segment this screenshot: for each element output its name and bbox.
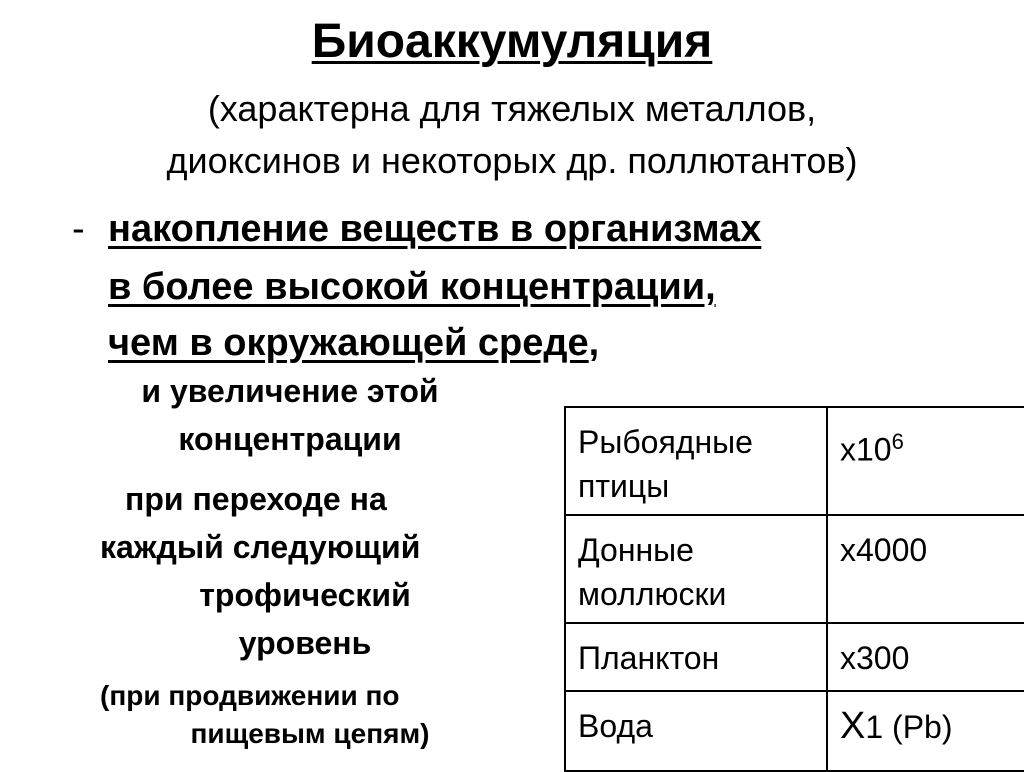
factor-cell bbox=[827, 407, 1024, 515]
definition-line-3-comma: , bbox=[588, 322, 600, 364]
subtitle-line-1: (характерна для тяжелых металлов, bbox=[207, 88, 817, 129]
definition-dash: - bbox=[72, 208, 85, 250]
organism-name-line-1: Донные bbox=[578, 532, 694, 568]
factor-cell bbox=[827, 623, 1024, 691]
factor-value: 1 (Pb) bbox=[865, 709, 953, 745]
factor-value: x4000 bbox=[840, 532, 928, 568]
explanation-line-3: при переходе на bbox=[125, 481, 387, 517]
definition-line-3 bbox=[108, 314, 599, 372]
slide-title bbox=[0, 14, 1024, 70]
table-row bbox=[565, 691, 1024, 771]
factor-value: x300 bbox=[840, 640, 910, 676]
organism-cell bbox=[565, 691, 827, 771]
organism-name: Вода bbox=[578, 708, 653, 744]
subtitle-line-2: диоксинов и некоторых др. поллютантов) bbox=[166, 140, 858, 181]
bioaccumulation-table bbox=[564, 406, 1024, 772]
definition-line-1-text: накопление веществ в организмах bbox=[108, 208, 762, 250]
organism-name-line-2: моллюски bbox=[578, 576, 727, 612]
definition-line-1 bbox=[108, 200, 761, 258]
factor-x-letter: X bbox=[840, 705, 866, 747]
factor-exponent: 6 bbox=[891, 429, 904, 454]
explanation-line-5: трофический bbox=[199, 577, 411, 613]
explanation-line-1: и увеличение этой bbox=[141, 373, 439, 409]
organism-name-line-2: птицы bbox=[578, 468, 670, 504]
factor-cell bbox=[827, 515, 1024, 623]
table-row bbox=[565, 623, 1024, 691]
definition-line-2 bbox=[108, 258, 716, 316]
slide-title-text: Биоаккумуляция bbox=[311, 15, 713, 68]
organism-cell bbox=[565, 623, 827, 691]
factor-value: x10 bbox=[840, 431, 892, 468]
explanation-line-6: уровень bbox=[238, 625, 372, 661]
table-row bbox=[565, 515, 1024, 623]
definition-line-2-text: в более высокой концентрации, bbox=[108, 266, 716, 308]
organism-name: Планктон bbox=[578, 640, 720, 676]
definition-line-3-text: чем в окружающей среде bbox=[108, 322, 589, 364]
organism-cell bbox=[565, 515, 827, 623]
organism-cell bbox=[565, 407, 827, 515]
explanation-line-2: концентрации bbox=[178, 421, 402, 457]
explanation-note-line-2: пищевым цепям) bbox=[190, 718, 430, 749]
explanation-line-4: каждый следующий bbox=[100, 529, 421, 565]
explanation-note-line-1: (при продвижении по bbox=[100, 680, 400, 711]
organism-name-line-1: Рыбоядные bbox=[578, 424, 753, 460]
table-row bbox=[565, 407, 1024, 515]
factor-cell bbox=[827, 691, 1024, 771]
